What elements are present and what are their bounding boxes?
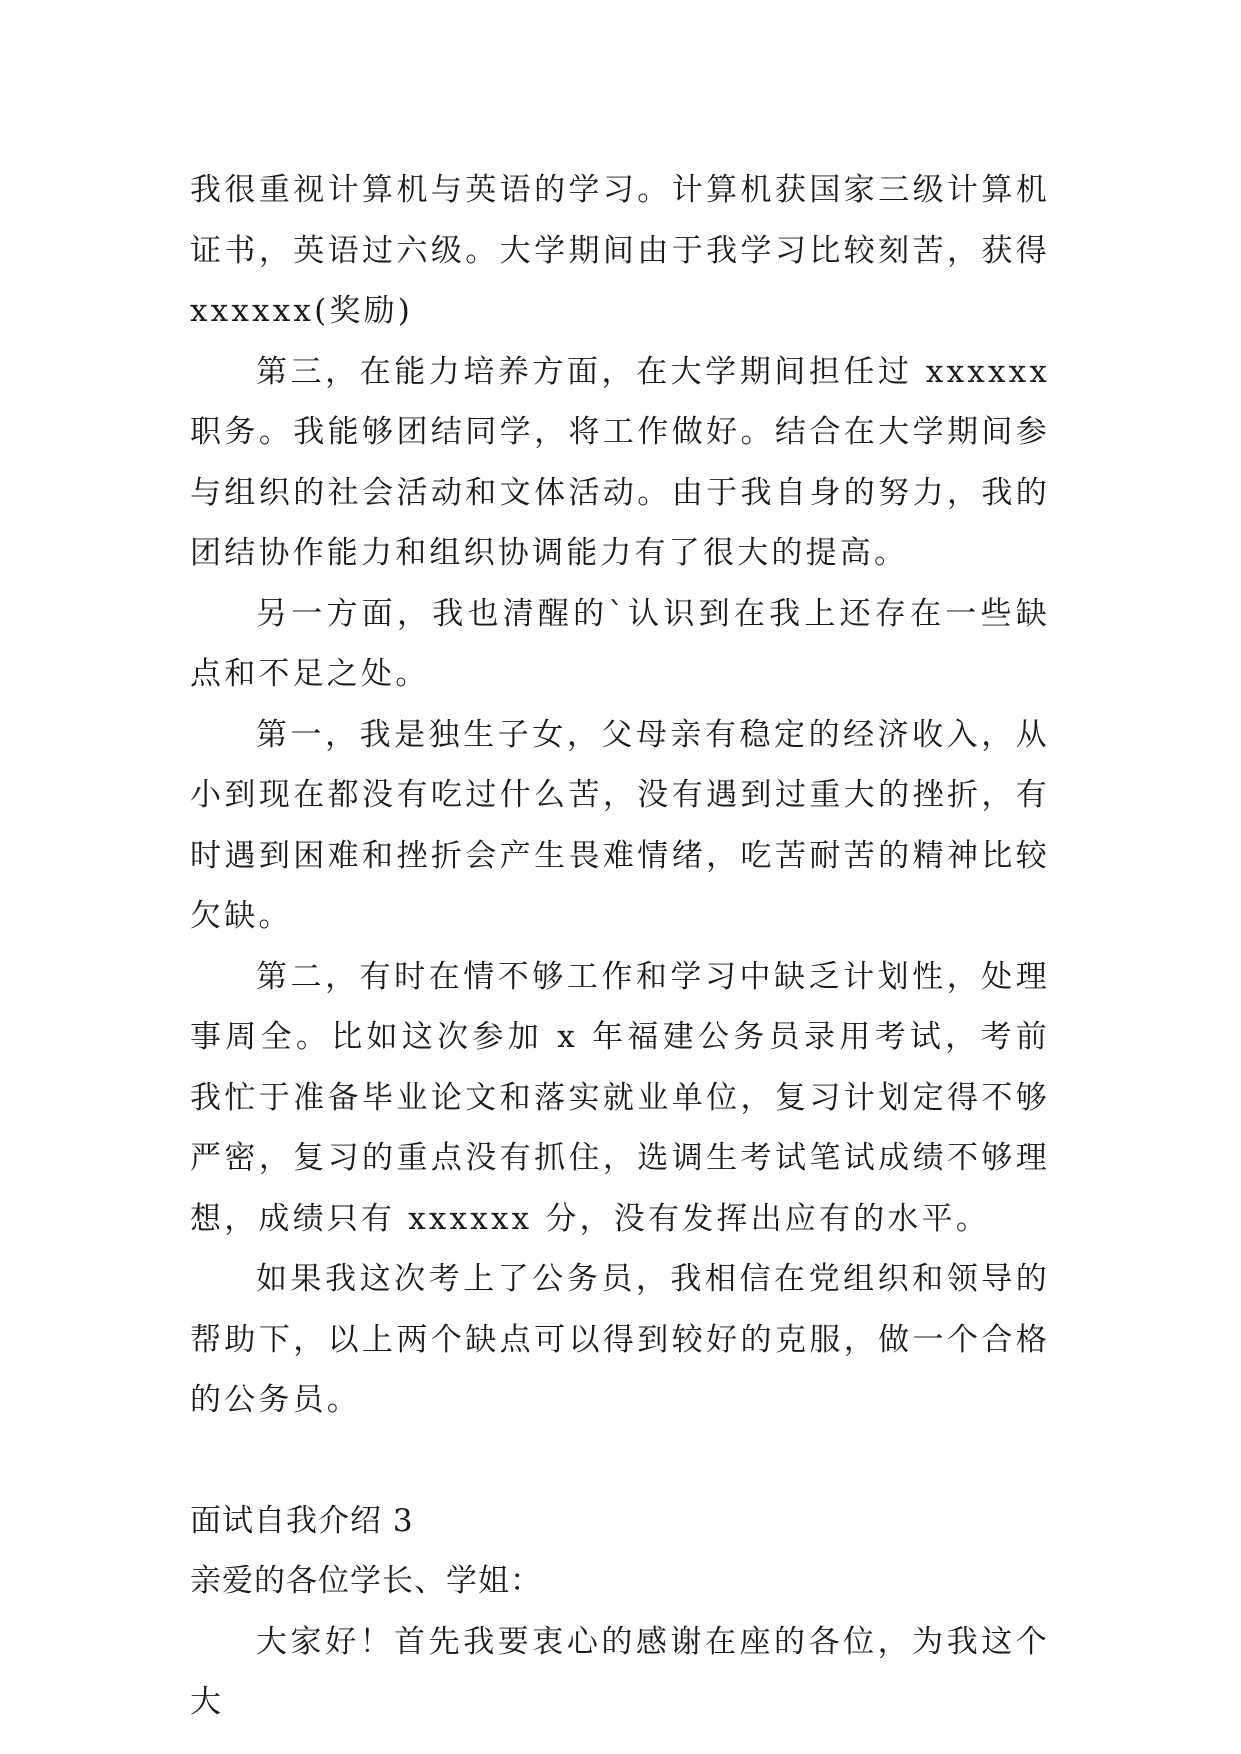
paragraph-computer-english: 我很重视计算机与英语的学习。计算机获国家三级计算机证书，英语过六级。大学期间由于我学习比较刻苦，获得xxxxxx(奖励) <box>190 172 1050 329</box>
paragraph-ability: 第三，在能力培养方面，在大学期间担任过 xxxxxx 职务。我能够团结同学，将工作做好。结合在大学期间参与组织的社会活动和文体活动。由于我自身的努力，我的团结协作能力和组织协调能力有了很大的提高。 <box>190 353 1050 571</box>
paragraph-greeting: 大家好！首先我要衷心的感谢在座的各位，为我这个大 <box>190 1623 1050 1720</box>
salutation: 亲爱的各位学长、学姐： <box>190 1563 542 1599</box>
paragraph-shortcomings-intro: 另一方面，我也清醒的`认识到在我上还存在一些缺点和不足之处。 <box>190 595 1050 692</box>
paragraph-conclusion: 如果我这次考上了公务员，我相信在党组织和领导的帮助下，以上两个缺点可以得到较好的克服，做一个合格的公务员。 <box>190 1261 1050 1418</box>
section-title: 面试自我介绍 3 <box>190 1502 414 1539</box>
paragraph-shortcoming-two: 第二，有时在情不够工作和学习中缺乏计划性，处理事周全。比如这次参加 x 年福建公务员录用考试，考前我忙于准备毕业论文和落实就业单位，复习计划定得不够严密，复习的重点没有抓住，选调生考试笔试成绩不够理想，成绩只有 xxxxxx 分，没有发挥出应有的水平。 <box>190 958 1050 1237</box>
document-body <box>190 160 1050 1733</box>
paragraph-shortcoming-one: 第一，我是独生子女，父母亲有稳定的经济收入，从小到现在都没有吃过什么苦，没有遇到过重大的挫折，有时遇到困难和挫折会产生畏难情绪，吃苦耐苦的精神比较欠缺。 <box>190 716 1050 934</box>
